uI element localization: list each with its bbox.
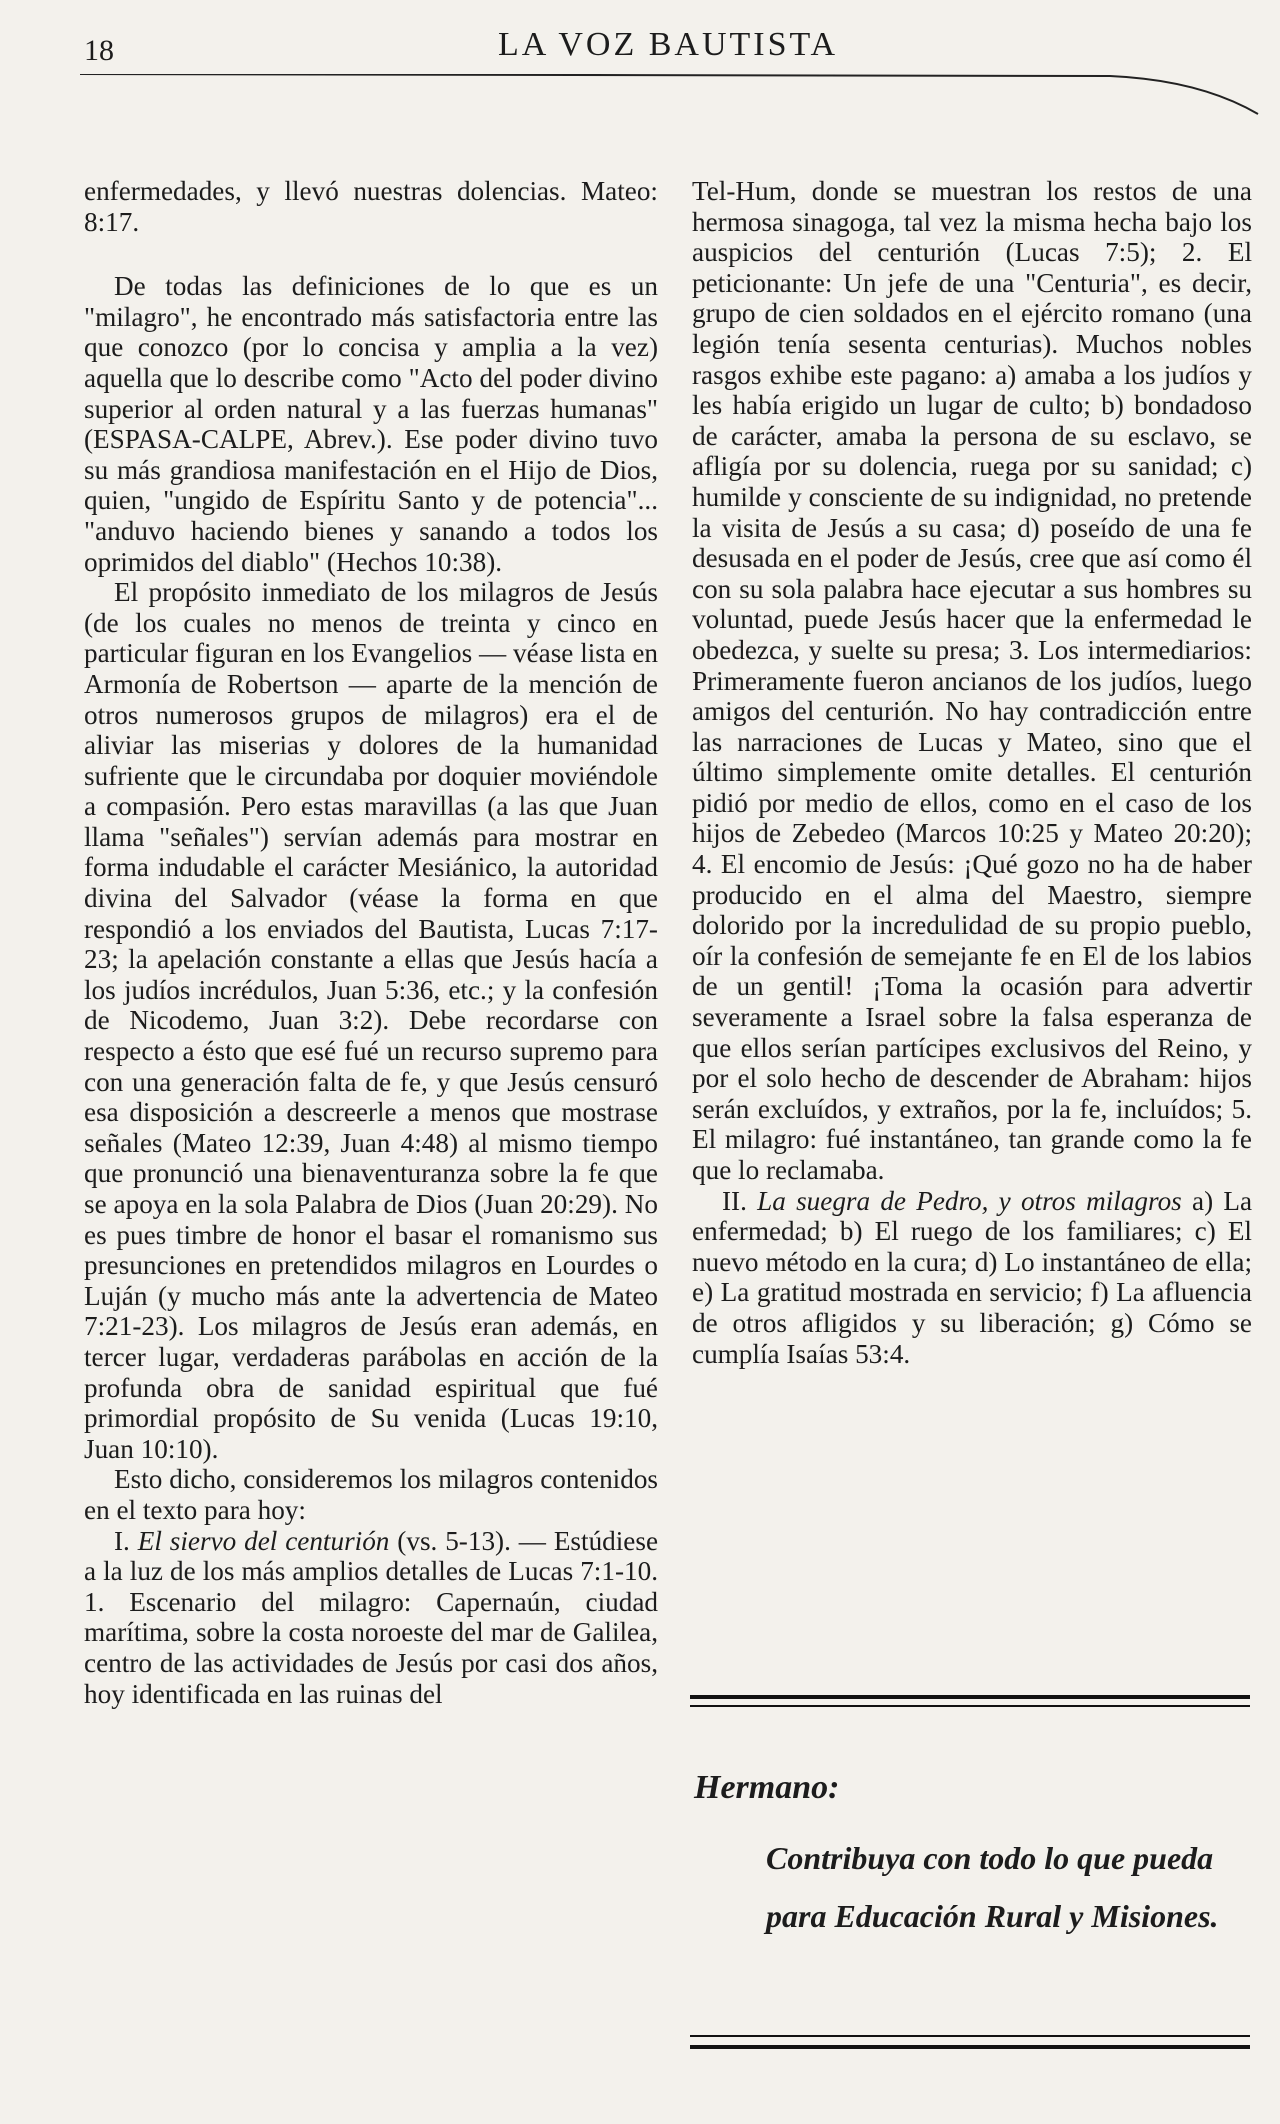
section-one-text: (vs. 5-13). — Estúdiese a la luz de los más amplios detalles de Lucas 7:1-10. 1. Escenario del milagro: Capernaún, ciudad marítima, sobre la costa noroeste del mar de Galilea, centro de las actividades de Jesús por casi dos años, hoy identificada en las ruinas del <box>84 1525 659 1709</box>
masthead-title: LA VOZ BAUTISTA <box>498 26 839 63</box>
notice-top-rule <box>690 1695 1250 1699</box>
notice-bottom-rule-inner <box>690 2035 1250 2037</box>
left-column <box>84 176 658 1709</box>
section-two-text: a) La enfermedad; b) El ruego de los familiares; c) El nuevo método en la cura; d) Lo instantáneo de ella; e) La gratitud mostrada en servicio; f) La afluencia de otros afligidos y su liberación; g) Cómo se cumplía Isaías 53:4. <box>692 1185 1253 1369</box>
section-one-number: I. <box>114 1525 130 1556</box>
notice-body: Contribuya con todo lo que pueda para Educación Rural y Misiones. <box>766 1840 1219 1934</box>
donation-notice <box>690 1695 1250 2055</box>
paragraph-definition: De todas las definiciones de lo que es un "milagro", he encontrado más satisfactoria entre las que conozco (por lo concisa y amplia a la vez) aquella que lo describe como "Acto del poder divino superior al orden natural y a las fuerzas humanas" (ESPASA-CALPE, Abrev.). Ese poder divino tuvo su más grandiosa manifestación en el Hijo de Dios, quien, "ungido de Espíritu Santo y de potencia"... "anduvo haciendo bienes y sanando a todos los oprimidos del diablo" (Hechos 10:38). <box>84 271 658 577</box>
right-column <box>692 176 1252 1369</box>
section-one-title: El siervo del centurión <box>137 1525 390 1556</box>
paragraph-centurion: Tel-Hum, donde se muestran los restos de una hermosa sinagoga, tal vez la misma hecha bajo los auspicios del centurión (Lucas 7:5); 2. El peticionante: Un jefe de una "Centuria", es decir, grupo de cien soldados en el ejército romano (una legión tenía sesenta centurias). Muchos nobles rasgos exhibe este pagano: a) amaba a los judíos y les había erigido un lugar de culto; b) bondadoso de carácter, amaba la persona de su esclavo, se afligía por su dolencia, ruega por su sanidad; c) humilde y consciente de su indignidad, no pretende la visita de Jesús a su casa; d) poseído de una fe desusada en el poder de Jesús, cree que así como él con su sola palabra hace ejecutar a sus hombres su voluntad, puede Jesús hacer que la enfermedad le obedezca, y suelte su presa; 3. Los intermediarios: Primeramente fueron ancianos de los judíos, luego amigos del centurión. No hay contradicción entre las narraciones de Lucas y Mateo, sino que el último simplemente omite detalles. El centurión pidió por medio de ellos, como en el caso de los hijos de Zebedeo (Marcos 10:25 y Mateo 20:20); 4. El encomio de Jesús: ¡Qué gozo no ha de haber producido en el alma del Maestro, siempre dolorido por la incredulidad de su propio pueblo, oír la confesión de semejante fe en El de los labios de un gentil! ¡Toma la ocasión para advertir severamente a Israel sobre la falsa esperanza de que ellos serían partícipes exclusivos del Reino, y por el solo hecho de descender de Abraham: hijos serán excluídos, y extraños, por la fe, incluídos; 5. El milagro: fué instantáneo, tan grande como la fe que lo reclamaba. <box>692 176 1252 1185</box>
section-two <box>692 1186 1252 1370</box>
paragraph-transition: Esto dicho, consideremos los milagros contenidos en el texto para hoy: <box>84 1464 658 1525</box>
notice-heading: Hermano: <box>694 1769 840 1806</box>
paragraph-continuation: enfermedades, y llevó nuestras dolencias. Mateo: 8:17. <box>84 176 658 237</box>
page-number: 18 <box>84 34 114 67</box>
header-rule <box>80 74 1260 134</box>
section-one <box>84 1526 658 1710</box>
notice-top-rule-inner <box>690 1705 1250 1707</box>
section-two-number: II. <box>722 1185 747 1216</box>
section-two-title: La suegra de Pedro, y otros milagros <box>757 1185 1182 1216</box>
notice-bottom-rule <box>690 2045 1250 2049</box>
page-header <box>0 0 1280 120</box>
paragraph-purpose: El propósito inmediato de los milagros de Jesús (de los cuales no menos de treinta y cinco en particular figuran en los Evangelios — véase lista en Armonía de Robertson — aparte de la mención de otros numerosos grupos de milagros) era el de aliviar las miserias y dolores de la humanidad sufriente que le circundaba por doquier moviéndole a compasión. Pero estas maravillas (a las que Juan llama "señales") servían además para mostrar en forma indudable el carácter Mesiánico, la autoridad divina del Salvador (véase la forma en que respondió a los enviados del Bautista, Lucas 7:17-23; la apelación constante a ellas que Jesús hacía a los judíos incrédulos, Juan 5:36, etc.; y la confesión de Nicodemo, Juan 3:2). Debe recordarse con respecto a ésto que esé fué un recurso supremo para con una generación falta de fe, y que Jesús censuró esa disposición a descreerle a menos que mostrase señales (Mateo 12:39, Juan 4:48) al mismo tiempo que pronunció una bienaventuranza sobre la fe que se apoya en la sola Palabra de Dios (Juan 20:29). No es pues timbre de honor el basar el romanismo sus presunciones en pretendidos milagros en Lourdes o Luján (y mucho más ante la advertencia de Mateo 7:21-23). Los milagros de Jesús eran además, en tercer lugar, verdaderas parábolas en acción de la profunda obra de sanidad espiritual que fué primordial propósito de Su venida (Lucas 19:10, Juan 10:10). <box>84 577 658 1464</box>
